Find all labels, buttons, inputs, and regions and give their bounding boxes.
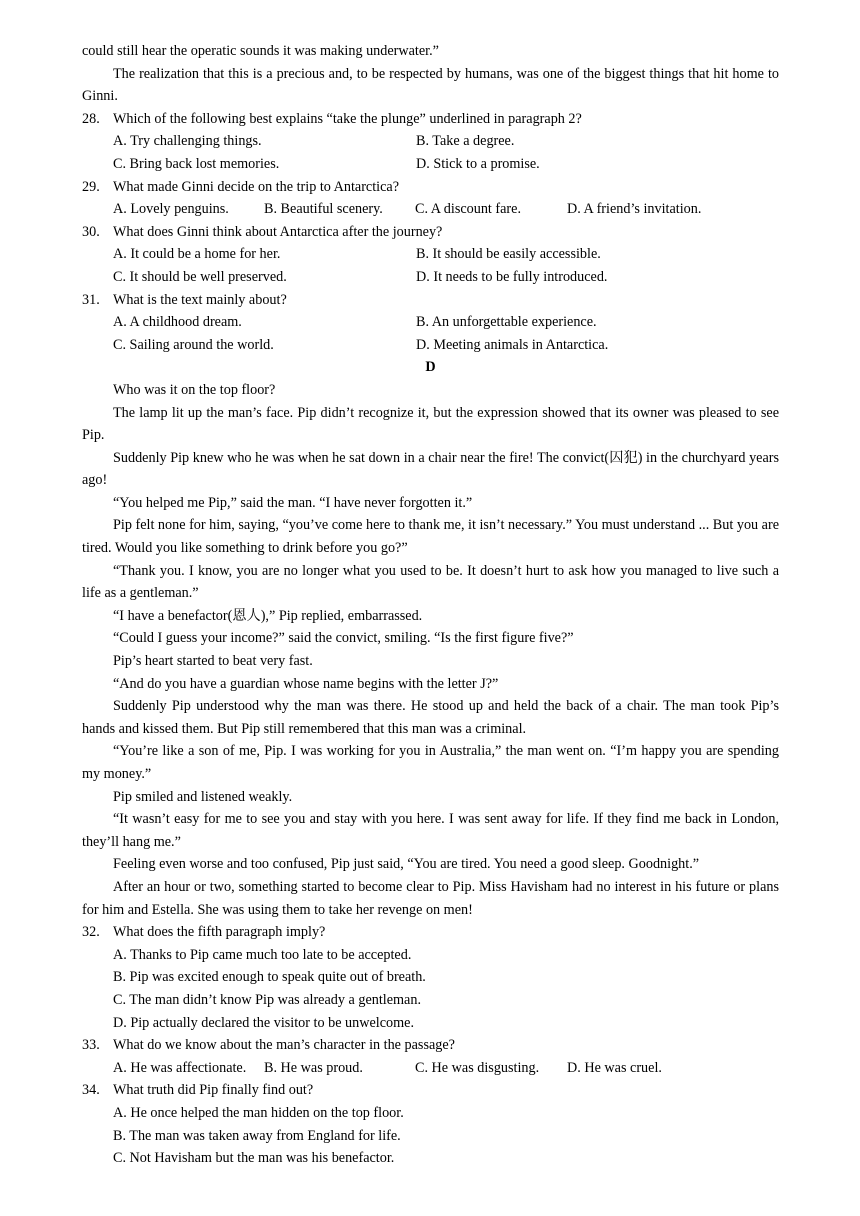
question-29 [82,176,779,199]
passage-d-paragraph: Suddenly Pip knew who he was when he sat down in a chair near the fire! The convict(囚犯) in the churchyard years ago! [82,449,779,489]
option-c: C. Sailing around the world. [113,336,274,353]
question-number: 33. [82,1037,100,1054]
options-row [82,1057,779,1080]
option-a: A. He once helped the man hidden on the top floor. [113,1104,404,1121]
exam-page [82,40,779,1170]
question-32 [82,921,779,944]
options-row [82,334,779,357]
option-c: C. He was disgusting. [415,1059,540,1076]
question-text: Which of the following best explains “take the plunge” underlined in paragraph 2? [113,110,582,127]
question-text: What made Ginni decide on the trip to Antarctica? [113,178,400,195]
option-d: D. Meeting animals in Antarctica. [416,336,609,353]
question-30 [82,221,779,244]
option-c: C. A discount fare. [415,201,521,218]
option-b: B. He was proud. [264,1059,363,1076]
question-text: What does the fifth paragraph imply? [113,924,326,941]
passage-d-paragraph: “I have a benefactor(恩人),” Pip replied, embarrassed. [113,607,423,624]
option-b: B. It should be easily accessible. [416,246,601,263]
question-number: 32. [82,924,100,941]
option-d: D. A friend’s invitation. [567,201,702,218]
option-a: A. A childhood dream. [113,314,242,331]
question-text: What do we know about the man’s character in the passage? [113,1037,455,1054]
question-number: 34. [82,1082,100,1099]
option-a: A. Lovely penguins. [113,201,229,218]
question-33 [82,1034,779,1057]
passage-d-paragraph: Pip smiled and listened weakly. [113,788,293,805]
passage-d-paragraph: Pip felt none for him, saying, “you’ve come here to thank me, it isn’t necessary.” You must understand ... But you are tired. Would you like something to drink before you go?” [82,517,779,557]
option-b: B. Pip was excited enough to speak quite out of breath. [113,969,426,986]
question-number: 31. [82,291,100,308]
options-row [82,130,779,153]
passage-d-paragraph: The lamp lit up the man’s face. Pip didn’t recognize it, but the expression showed that its owner was pleased to see Pip. [82,404,779,444]
passage-d-paragraph: Suddenly Pip understood why the man was there. He stood up and held the back of a chair. The man took Pip’s hands and kissed them. But Pip still remembered that this man was a criminal. [82,698,779,737]
option-b: B. An unforgettable experience. [416,314,597,331]
option-d: D. It needs to be fully introduced. [416,268,608,285]
options-row [82,311,779,334]
option-d: D. Stick to a promise. [416,155,540,172]
passage-d-paragraph: “It wasn’t easy for me to see you and stay with you here. I was sent away for life. If they find me back in London, they’ll hang me.” [82,811,779,850]
passage-d-paragraph: “Could I guess your income?” said the convict, smiling. “Is the first figure five?” [113,630,574,647]
options-row [82,153,779,176]
option-b: B. The man was taken away from England for life. [113,1127,401,1144]
option-c: C. Bring back lost memories. [113,155,280,172]
options-row [82,243,779,266]
option-a: A. Try challenging things. [113,133,262,150]
question-number: 28. [82,110,100,127]
passage-d-paragraph: “And do you have a guardian whose name begins with the letter J?” [113,675,499,692]
question-31 [82,289,779,312]
question-number: 29. [82,178,100,195]
options-row [82,266,779,289]
option-a: A. He was affectionate. [113,1059,247,1076]
passage-d-paragraph: Who was it on the top floor? [113,381,276,398]
passage-d-paragraph: Feeling even worse and too confused, Pip just said, “You are tired. You need a good sleep. Goodnight.” [113,856,700,873]
passage-d-paragraph: After an hour or two, something started to become clear to Pip. Miss Havisham had no interest in his future or plans for him and Estella. She was using them to take her revenge on men! [82,878,779,918]
passage-d-paragraph: “You helped me Pip,” said the man. “I have never forgotten it.” [113,494,473,511]
option-a: A. It could be a home for her. [113,246,281,263]
option-d: D. He was cruel. [567,1059,662,1076]
question-text: What does Ginni think about Antarctica after the journey? [113,223,443,240]
option-b: B. Beautiful scenery. [264,201,383,218]
question-number: 30. [82,223,100,240]
section-heading-d: D [425,359,436,376]
option-a: A. Thanks to Pip came much too late to be accepted. [113,946,412,963]
question-text: What is the text mainly about? [113,291,287,308]
passage-c-paragraph: The realization that this is a precious and, to be respected by humans, was one of the biggest things that hit home to Ginni. [82,65,779,105]
question-28 [82,108,779,131]
question-34 [82,1079,779,1102]
option-c: C. The man didn’t know Pip was already a gentleman. [113,991,421,1008]
passage-d-paragraph: “Thank you. I know, you are no longer what you used to be. It doesn’t hurt to ask how you managed to live such a life as a gentleman.” [82,562,779,602]
options-row [82,198,779,221]
passage-d-paragraph: “You’re like a son of me, Pip. I was working for you in Australia,” the man went on. “I’m happy you are spending my money.” [82,743,779,782]
option-d: D. Pip actually declared the visitor to be unwelcome. [113,1014,414,1031]
option-c: C. Not Havisham but the man was his benefactor. [113,1150,395,1167]
option-b: B. Take a degree. [416,133,515,150]
question-text: What truth did Pip finally find out? [113,1082,314,1099]
passage-c-line: could still hear the operatic sounds it was making underwater.” [82,43,439,59]
passage-d-paragraph: Pip’s heart started to beat very fast. [113,653,313,670]
option-c: C. It should be well preserved. [113,268,287,285]
